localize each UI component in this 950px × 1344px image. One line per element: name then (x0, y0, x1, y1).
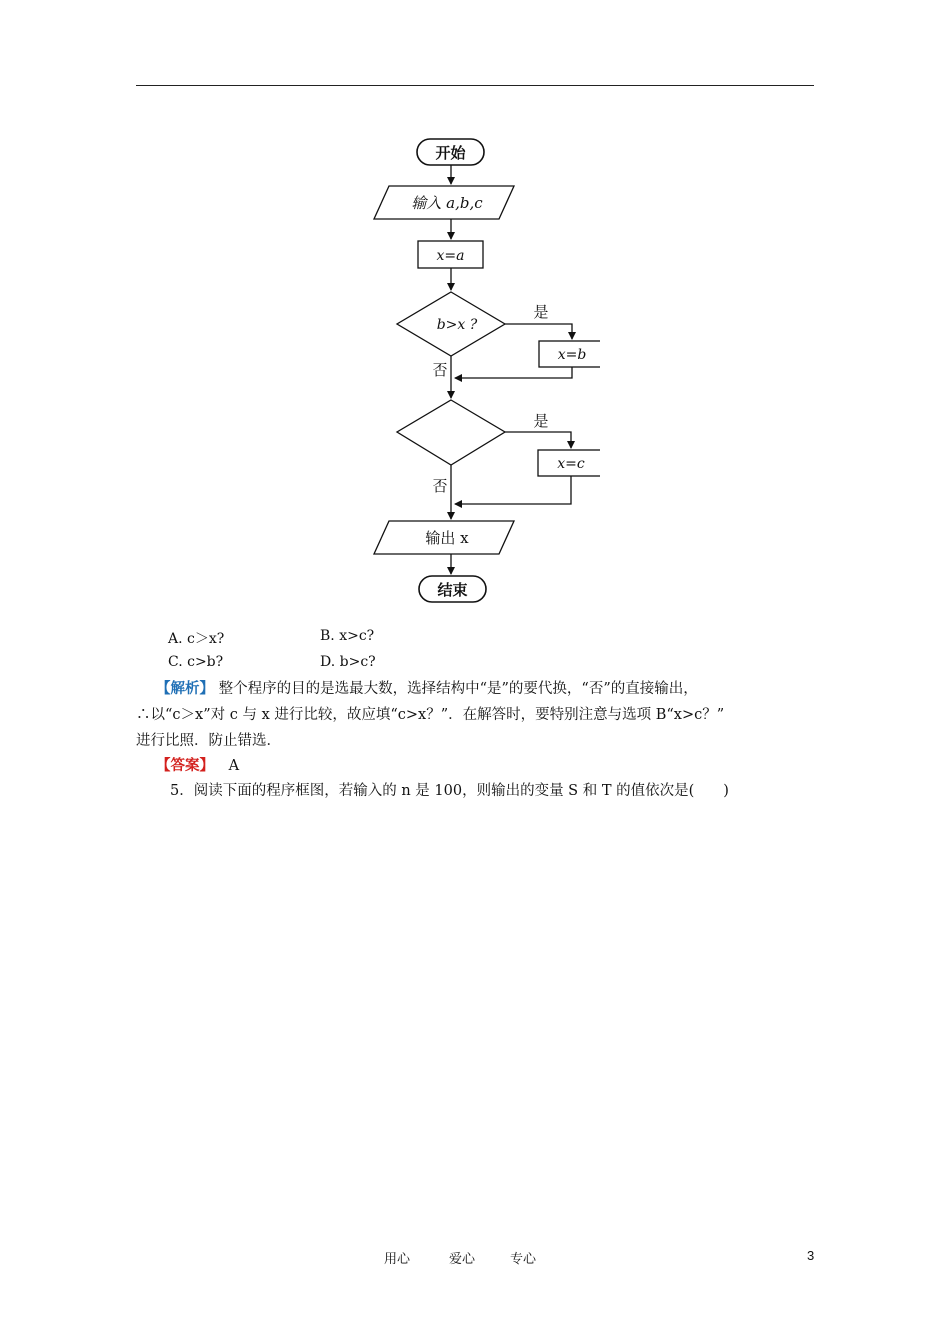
analysis-line-1 (156, 676, 846, 702)
footer-word-2: 爱心 (449, 1252, 476, 1267)
merge-1 (455, 367, 572, 378)
start-label: 开始 (435, 144, 466, 162)
answer-value: A (228, 758, 240, 774)
decision-2-diamond (397, 400, 505, 465)
assign-b-label: x=b (557, 347, 587, 363)
footer-word-1: 用心 (384, 1252, 411, 1267)
question-5: 5．阅读下面的程序框图，若输入的 n 是 100，则输出的变量 S 和 T 的值依次是( ) (170, 783, 729, 799)
page-number: 3 (807, 1248, 815, 1263)
no-label-1: 否 (432, 361, 448, 379)
merge-2 (455, 476, 571, 504)
decision-1-label: b>x ? (436, 317, 478, 333)
assign-c-label: x=c (557, 456, 585, 472)
option-a: A. c＞x? (168, 631, 225, 647)
analysis-line-3: 进行比照．防止错选． (136, 733, 281, 749)
footer-word-3: 专心 (510, 1252, 537, 1267)
option-c: C. c>b? (168, 654, 224, 670)
flowchart (360, 130, 600, 610)
yes-branch-2 (505, 432, 571, 448)
yes-label-2: 是 (533, 412, 549, 430)
option-d: D. b>c? (320, 654, 376, 670)
option-b: B. x>c? (320, 628, 375, 644)
output-label: 输出 x (425, 529, 469, 547)
no-label-2: 否 (432, 477, 448, 495)
yes-label-1: 是 (533, 303, 549, 321)
assign-a-label: x=a (436, 248, 465, 264)
answer-line (156, 753, 846, 779)
input-label: 输入 a,b,c (411, 194, 483, 212)
yes-branch-1 (505, 324, 572, 339)
analysis-line-2: ∴以“c＞x”对 c 与 x 进行比较，故应填“c>x？”．在解答时，要特别注意与选项 B“x>c？” (136, 707, 725, 723)
header-rule (136, 85, 814, 86)
analysis-tag: 【解析】 (156, 680, 214, 697)
end-label: 结束 (437, 581, 468, 599)
answer-tag: 【答案】 (156, 757, 214, 774)
analysis-text-1: 整个程序的目的是选最大数，选择结构中“是”的要代换，“否”的直接输出， (218, 681, 698, 697)
